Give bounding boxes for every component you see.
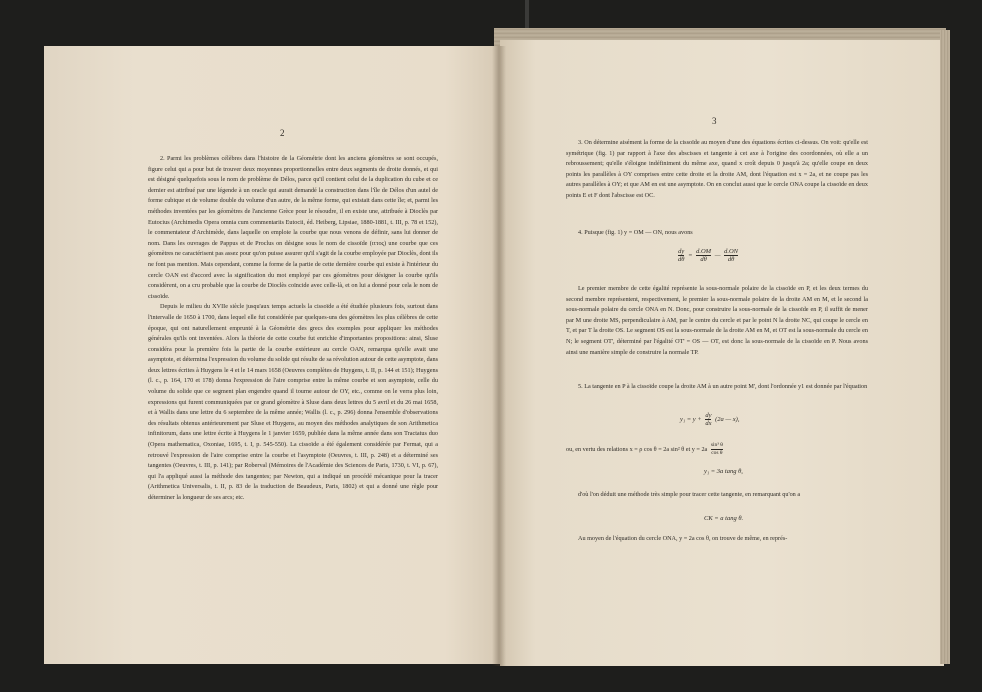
equation-ordinate: y₁ = y + $\frac{dy}{dx}$ (2a — x), xyxy=(680,412,740,427)
paragraph-4-body: Le premier membre de cette égalité représente la sous-normale polaire de la cissoïde en P, et les deux termes du second membre représentent, respectivement, le premier la sous-normale polaire de la droite AM en M, et le second la sous-normale polaire du cercle ONA en N. Donc, pour construire la sous-normale de la cissoïde en P, il suffit de mener par M une droite MS, perpendiculaire à AM, par le centre du cercle et par le point N la droite NC, qui coupe le cercle en T, et par T la droite OS. Le segment OS est la sous-normale de la droite AM en M, et OT est la sous-normale du cercle en N; le segment OT', déterminé par l'égalité OT' = OS — OT, est donc la sous-normale de la cissoïde en P. Nous avons ainsi une manière simple de construire la normale TP. xyxy=(566,285,868,356)
page-number-right: 3 xyxy=(712,116,717,126)
paragraph-6: Au moyen de l'équation du cercle ONA, y = 2a cos θ, on trouve de même, en représ- xyxy=(578,535,788,542)
left-page xyxy=(44,46,500,664)
right-page xyxy=(500,40,944,666)
equation-tangent: y₁ = 3a tang θ, xyxy=(704,468,743,475)
paragraph-5-intro: 5. La tangente en P à la cissoïde coupe la droite AM à un autre point M', dont l'ordonnée y1 est donnée par l'équation xyxy=(578,383,868,390)
page-number-left: 2 xyxy=(280,128,285,138)
left-page-text xyxy=(148,154,438,504)
bookmark-ribbon xyxy=(525,0,529,28)
paragraph-2-history: Depuis le milieu du XVIIe siècle jusqu'aux temps actuels la cissoïde a été étudiée plusieurs fois, surtout dans l'intervalle de 1650 à 1700, dans lequel elle fut considérée par quelques-uns des géomètres les plus célèbres de cette époque, qui ont naturellement emprunté à la Géométrie des grecs des exemples pour appliquer les méthodes générales qu'ils ont inventées. Alors la théorie de cette courbe fut enrichie d'importantes propositions: ainsi, Sluse considéra pour la première fois la partie de la courbe extérieure au cercle OAN, remarqua qu'elle avait une asymptote, et détermina l'expression du volume du solide qui résulte de sa révolution autour de cette asymptote, dans deux lettres écrites à Huygens le 4 et le 14 mars 1658 (Oeuvres complètes de Huygens, t. II, p. 144 et 151); Huygens (l. c., p. 164, 170 et 178) donna l'expression de l'aire comprise entre la même courbe et son asymptote, celle du volume du solide que ce segment plan engendre quand il tourne autour de OY, etc., comme on le verra plus loin, expressions qui furent communiquées par ce grand géomètre à Sluse dans deux lettres du 5 avril et du 26 mai 1658, et à Wallis dans une lettre du 6 septembre de la même année; Wallis (l. c., p. 296) donna l'ensemble d'observations des résultats obtenus antérieurement par Sluse et Huygens, au moyen des méthodes analytiques de son Arithmetica infinitorum, dans une lettre écrite à Huygens le 1 janvier 1659, publiée dans la même année dans son Tractatus duo (Opera mathematica, Oxoniae, 1695, t. I, p. 545-550). La cissoïde a été également considérée par Fermat, qui a retrouvé l'expression de l'aire comprise entre la courbe et l'asymptote (Oeuvres, t. III, p. 248) et a déterminé ses tangentes (Oeuvres, t. III, p. 141); par Roberval (Mémoires de l'Académie des Sciences de Paris, 1730, t. VI, p. 67), qui l'a appliqué aussi la méthode des tangentes; par Newton, qui a indiqué un procédé mécanique pour la tracer (Arithmetica Universalis, t. II, p. 83 de la traduction de Beaudeux, Paris, 1802) et qui a donné une règle pour déterminer la longueur de ses arcs; etc. xyxy=(148,303,438,501)
page-edges-right xyxy=(940,30,950,664)
equation-ck: CK = a tang θ. xyxy=(704,515,744,522)
book-gutter xyxy=(492,46,506,666)
paragraph-2: 2. Parmi les problèmes célèbres dans l'histoire de la Géométrie dont les anciens géomètres se sont occupés, figure celui qui a pour but de trouver deux moyennes proportionnelles entre deux segments de droite donnés, et qui est désigné quelquefois sous le nom de problème de Délos, parce qu'il contient celui de la duplication du cube et ce dernier est attribué par une légende à un oracle qui aurait demandé la construction dans l'île de Délos d'un autel de forme cubique et de volume double du volume d'un autre, de la même forme, qui existait dans cette île; et, parmi les méthodes inventées par les géomètres de l'ancienne Grèce pour le résoudre, il en existe une, attribuée à Dioclès par Eutocius (Archimedis Opera omnia cum commentariis Eutocii, éd. Heiberg, Lipsiae, 1880-1881, t. III, p. 78 et 152), le commentateur d'Archimède, dans laquelle on emploie la courbe que nous venons de définir, sans lui donner de nom. Dans les ouvrages de Pappus et de Proclus on désigne sous le nom de cissoïde (ιττος) une courbe que ces géomètres ne caractérisent pas assez pour qu'on puisse assurer qu'il s'agit de la courbe employée par Dioclès, dont ils ne font pas mention. Mais cependant, comme la forme de la partie de cette dernière courbe qui existe à l'intérieur du cercle OAN est d'accord avec la signification du mot employé par ces géomètres pour désigner la courbe qu'ils considèrent, on a cru probable que la courbe de Dioclès coïncide avec celle-là, et on lui a donné pour cela le nom de cissoïde. xyxy=(148,155,438,300)
paragraph-5-relations: ou, en vertu des relations x = ρ cos θ = 2a sin² θ et y = 2a $\frac{\text{sin³ θ}}{\text{cos θ}}$ xyxy=(566,442,723,456)
paragraph-4-intro: 4. Puisque (fig. 1) y = OM — ON, nous avons xyxy=(578,229,693,236)
equation-subnormal: $\frac{dy}{d\theta}$ = $\frac{d.OM}{d\theta}$ — $\frac{d.ON}{d\theta}$ xyxy=(678,248,739,263)
paragraph-5-after: d'où l'on déduit une méthode très simple pour tracer cette tangente, en remarquant qu'on a xyxy=(578,491,801,498)
paragraph-3: 3. On détermine aisément la forme de la cissoïde au moyen d'une des équations écrites ci-dessus. On voit: qu'elle est symétrique (fig. 1) par rapport à l'axe des abscisses et tangente à cet axe à l'origine des coordonnées, où elle a un rebroussement; qu'elle s'éloigne indéfiniment du même axe, quand x croît depuis 0 jusqu'à 2a; qu'elle coupe en deux points les parallèles à OY comprises entre cette droite et la droite AM, dont l'équation est x = 2a, et ne coupe pas les autres parallèles à OY; et que AM en est une asymptote. On en conclut aussi que le cercle ONA coupe la cissoïde en deux points E et F dont l'abscisse est OC. xyxy=(566,139,868,199)
